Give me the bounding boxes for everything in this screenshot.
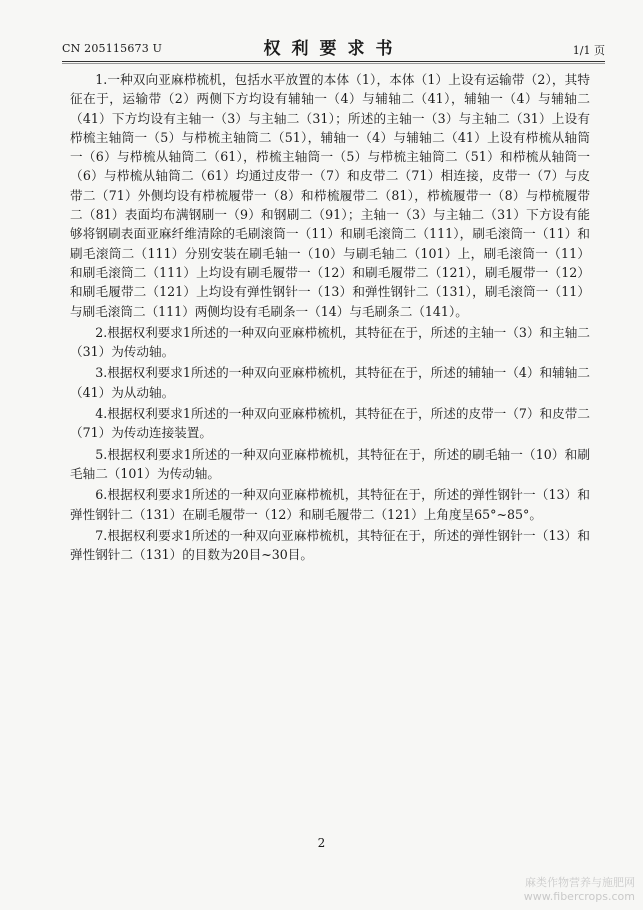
claim-1: 1.一种双向亚麻栉梳机，包括水平放置的本体（1），本体（1）上设有运输带（2），其特征在于，运输带（2）两侧下方均设有辅轴一（4）与辅轴二（41），辅轴一（4）与辅轴二（41）下方均设有主轴一（3）与主轴二（31）；所述的主轴一（3）与主轴二（31）上设有栉梳主轴筒一（5）与栉梳主轴筒二（51），辅轴一（4）与辅轴二（41）上设有栉梳从轴筒一（6）与栉梳从轴筒二（61），栉梳主轴筒一（5）与栉梳主轴筒二（51）和栉梳从轴筒一（6）与栉梳从轴筒二（61）均通过皮带一（7）和皮带二（71）相连接，皮带一（7）与皮带二（71）外侧均设有栉梳履带一（8）和栉梳履带二（81），栉梳履带一（8）与栉梳履带二（81）表面均布满钢刷一（9）和钢刷二（91）；主轴一（3）与主轴二（31）下方设有能够将钢刷表面亚麻纤维清除的毛刷滚筒一（11）和刷毛滚筒二（111），刷毛滚筒一（11）和刷毛滚筒二（111）分别安装在刷毛轴一（10）与刷毛轴二（101）上，刷毛滚筒一（11）和刷毛滚筒二（111）上均设有刷毛履带一（12）和刷毛履带二（121），刷毛履带一（12）和刷毛履带二（121）上均设有弹性钢针一（13）和弹性钢针二（131），刷毛滚筒一（11）与刷毛滚筒二（111）两侧均设有毛刷条一（14）与毛刷条二（141）。 (70, 72, 590, 319)
watermark (475, 876, 635, 904)
page-header (62, 28, 605, 62)
claim-5: 5.根据权利要求1所述的一种双向亚麻栉梳机，其特征在于，所述的刷毛轴一（10）和刷毛轴二（101）为传动轴。 (70, 446, 590, 481)
claim-3: 3.根据权利要求1所述的一种双向亚麻栉梳机，其特征在于，所述的辅轴一（4）和辅轴二（41）为从动轴。 (70, 365, 590, 400)
watermark-line-2: www.fibercrops.com (523, 890, 635, 903)
claim-4: 4.根据权利要求1所述的一种双向亚麻栉梳机，其特征在于，所述的皮带一（7）和皮带二（71）为传动连接装置。 (70, 406, 590, 441)
header-rule (62, 61, 605, 62)
claim-7: 7.根据权利要求1所述的一种双向亚麻栉梳机，其特征在于，所述的弹性钢针一（13）和弹性钢针二（131）的目数为20目~30目。 (70, 527, 590, 563)
claim-6: 6.根据权利要求1所述的一种双向亚麻栉梳机，其特征在于，所述的弹性钢针一（13）和弹性钢针二（131）在刷毛履带一（12）和刷毛履带二（121）上角度呈65°~85°。 (70, 487, 590, 522)
claim-2: 2.根据权利要求1所述的一种双向亚麻栉梳机，其特征在于，所述的主轴一（3）和主轴二（31）为传动轴。 (70, 324, 590, 360)
page-count: 1/1 页 (572, 44, 605, 57)
page-number: 2 (317, 836, 326, 850)
watermark-line-1: 麻类作物营养与施肥网 (525, 876, 635, 889)
claims-body (70, 70, 590, 566)
header-rule-secondary (62, 63, 605, 64)
document-title: 权利要求书 (263, 39, 404, 59)
publication-number: CN 205115673 U (62, 42, 163, 55)
